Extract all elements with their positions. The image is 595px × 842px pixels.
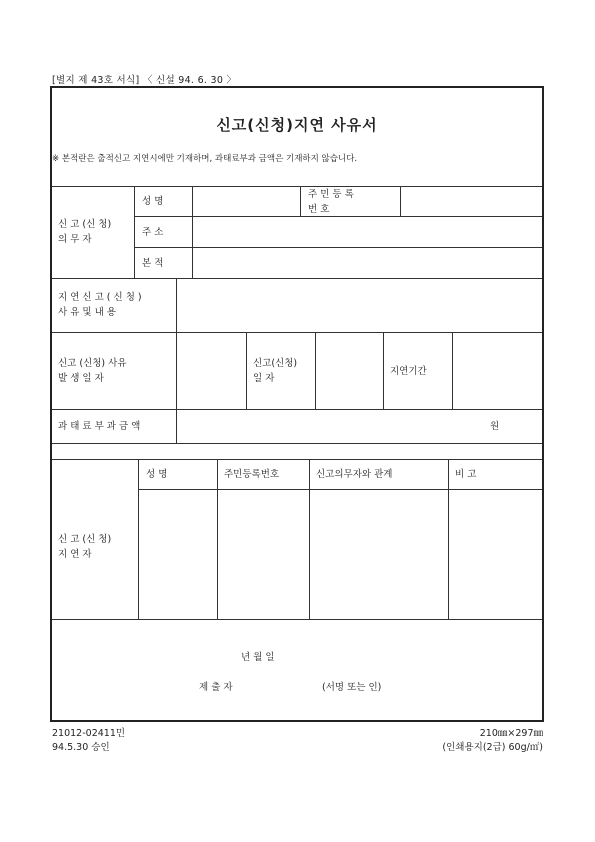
address-field[interactable] xyxy=(193,217,542,247)
delinquent-label-line2: 지 연 자 xyxy=(58,549,92,560)
approval-date: 94.5.30 승인 xyxy=(52,742,110,753)
domicile-field[interactable] xyxy=(193,248,542,278)
col-divider xyxy=(383,332,384,409)
resident-number-field[interactable] xyxy=(401,187,542,216)
delay-reason-label-line1: 지 연 신 고 ( 신 청 ) xyxy=(58,292,142,303)
fine-amount-label: 과 태 료 부 과 금 액 xyxy=(58,421,141,432)
footer-left xyxy=(52,727,125,755)
row-divider xyxy=(52,443,542,444)
row-divider xyxy=(138,489,542,490)
col-header-resident-number: 주민등록번호 xyxy=(224,469,280,480)
fine-amount-field[interactable] xyxy=(177,410,542,443)
date-line: 년 월 일 xyxy=(241,652,275,663)
row-divider xyxy=(52,459,542,460)
event-date-field[interactable] xyxy=(177,333,246,409)
event-date-label xyxy=(58,356,127,386)
delay-reason-field[interactable] xyxy=(177,279,542,332)
notice-text: ※ 본적란은 출적신고 지연시에만 기재하며, 과태료부과 금액은 기재하지 않습니다. xyxy=(52,154,358,164)
filing-date-field[interactable] xyxy=(316,333,383,409)
sign-note: (서명 또는 인) xyxy=(322,682,382,693)
delinquent-label xyxy=(58,532,111,562)
col-header-relation: 신고의무자와 관계 xyxy=(316,469,393,480)
paper-spec: (인쇄용지(2급) 60g/㎡) xyxy=(442,742,543,753)
submitter-label: 제 출 자 xyxy=(199,682,233,693)
filing-date-label-line1: 신고(신청) xyxy=(253,358,298,369)
delinquent-label-line1: 신 고 (신 청) xyxy=(58,534,112,545)
col-divider xyxy=(138,459,139,619)
resident-number-label xyxy=(308,187,354,217)
obligor-name-field[interactable] xyxy=(193,187,299,216)
col-divider xyxy=(448,459,449,619)
delay-period-field[interactable] xyxy=(453,333,542,409)
form-code: 21012-02411민 xyxy=(52,728,126,739)
event-date-label-line2: 발 생 일 자 xyxy=(58,373,104,384)
fine-unit-label: 원 xyxy=(490,421,500,432)
delay-reason-label xyxy=(58,290,142,320)
col-divider xyxy=(134,186,135,278)
resident-number-label-line2: 번 호 xyxy=(308,204,330,215)
paper-size: 210㎜×297㎜ xyxy=(479,728,543,739)
address-label: 주 소 xyxy=(142,227,164,238)
delay-reason-label-line2: 사 유 및 내 용 xyxy=(58,307,116,318)
obligor-name-label: 성 명 xyxy=(142,196,164,207)
resident-number-label-line1: 주 민 등 록 xyxy=(308,189,354,200)
form-header-note: [별지 제 43호 서식] 〈 신설 94. 6. 30 〉 xyxy=(52,75,237,86)
col-header-name: 성 명 xyxy=(146,469,168,480)
footer-right xyxy=(442,727,543,755)
obligor-label xyxy=(58,217,111,247)
col-divider xyxy=(309,459,310,619)
col-header-remarks: 비 고 xyxy=(455,469,477,480)
col-divider xyxy=(246,332,247,409)
col-divider xyxy=(300,186,301,216)
obligor-label-line2: 의 무 자 xyxy=(58,234,92,245)
obligor-label-line1: 신 고 (신 청) xyxy=(58,219,112,230)
filing-date-label-line2: 일 자 xyxy=(253,373,275,384)
domicile-label: 본 적 xyxy=(142,258,164,269)
filing-date-label xyxy=(253,356,297,386)
delay-period-label: 지연기간 xyxy=(390,366,427,377)
form-title: 신고(신청)지연 사유서 xyxy=(216,116,378,134)
row-divider xyxy=(52,619,542,620)
event-date-label-line1: 신고 (신청) 사유 xyxy=(58,358,127,369)
col-divider xyxy=(217,459,218,619)
